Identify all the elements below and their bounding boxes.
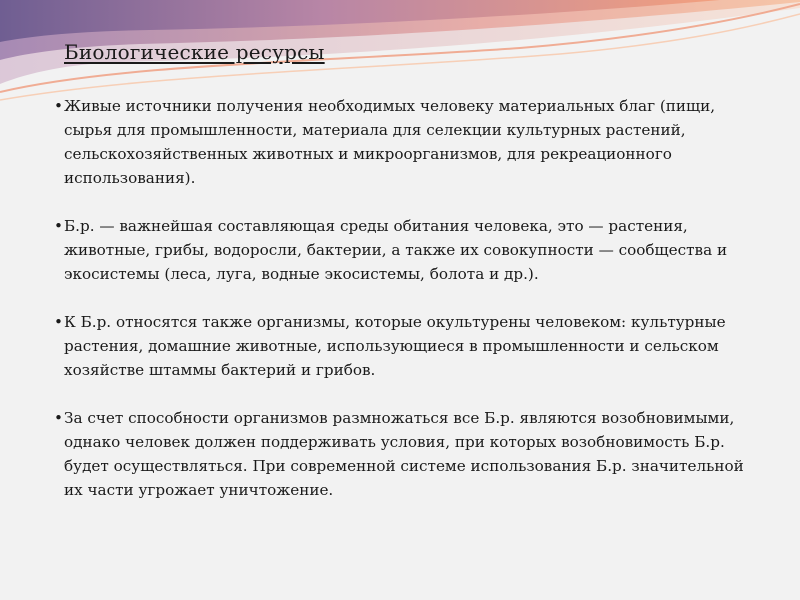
bullet-item xyxy=(54,94,744,190)
bullet-dot: • xyxy=(54,409,63,427)
bullet-dot: • xyxy=(54,97,63,115)
bullet-list xyxy=(54,94,744,526)
slide-title: Биологические ресурсы xyxy=(64,40,325,64)
bullet-text: Б.р. — важнейшая составляющая среды обитания человека, это — растения, животные, грибы, водоросли, бактерии, а также их совокупности — сообщества и экосистемы (леса, луга, водные экосистемы, болота и др.). xyxy=(64,217,728,283)
bullet-item xyxy=(54,310,744,382)
bullet-dot: • xyxy=(54,313,63,331)
bullet-text: За счет способности организмов размножаться все Б.р. являются возобновимыми, однако человек должен поддерживать условия, при которых возобновимость Б.р. будет осуществляться. При современной системе использования Б.р. значительной их части угрожает уничтожение. xyxy=(64,409,744,499)
bullet-item xyxy=(54,406,744,502)
bullet-text: К Б.р. относятся также организмы, которые окультурены человеком: культурные растения, домашние животные, использующиеся в промышленности и сельском хозяйстве штаммы бактерий и грибов. xyxy=(64,313,726,379)
bullet-dot: • xyxy=(54,217,63,235)
bullet-text: Живые источники получения необходимых человеку материальных благ (пищи, сырья для промышленности, материала для селекции культурных растений, сельскохозяйственных животных и микроорганизмов, для рекреационного использования). xyxy=(64,97,716,187)
bullet-item xyxy=(54,214,744,286)
